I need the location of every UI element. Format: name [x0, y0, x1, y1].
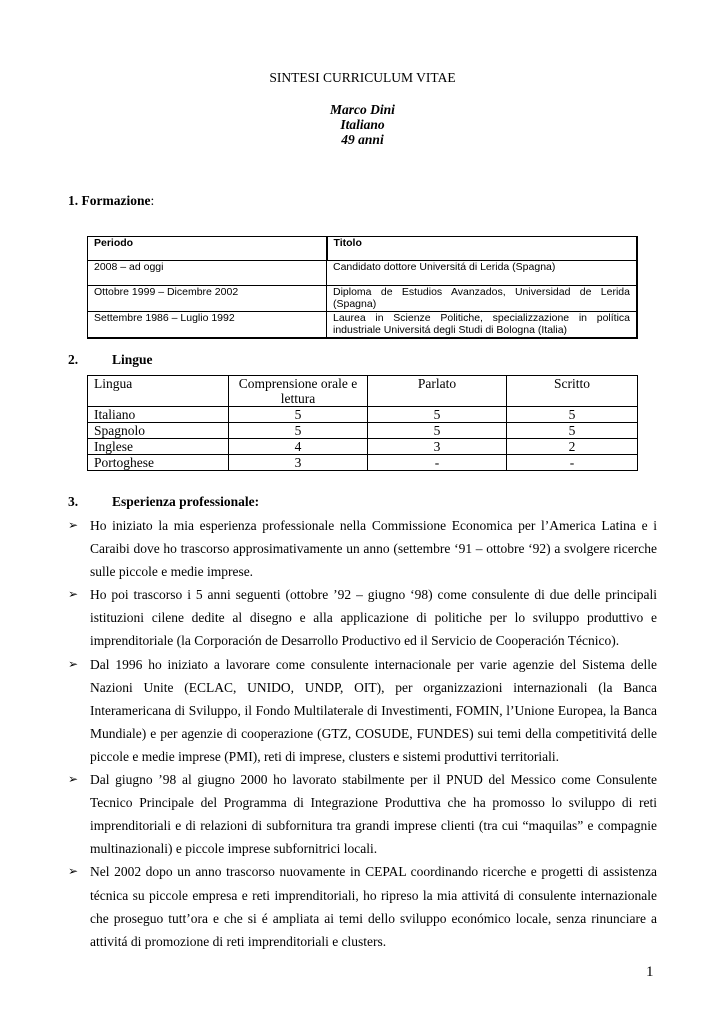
table-cell: 4 — [229, 439, 368, 455]
table-cell: Laurea in Scienze Politiche, specializzazione in política industriale Universitá degli Studi di Bologna (Italia) — [327, 312, 638, 339]
formazione-table — [87, 236, 638, 339]
table-row — [88, 455, 638, 471]
table-cell: 5 — [368, 407, 507, 423]
table-header-row — [88, 237, 638, 261]
section-number: 3. — [68, 494, 79, 509]
column-header-periodo: Periodo — [88, 237, 327, 261]
list-item — [68, 768, 657, 860]
table-row — [88, 423, 638, 439]
table-cell: Diploma de Estudios Avanzados, Universidad de Lerida (Spagna) — [327, 286, 638, 312]
table-cell: Inglese — [88, 439, 229, 455]
table-cell: 2008 – ad oggi — [88, 261, 327, 286]
list-item — [68, 514, 657, 583]
section-esperienza-heading: Esperienza professionale: — [112, 494, 260, 509]
person-name: Marco Dini — [330, 102, 395, 117]
arrowhead-bullet-icon: ➢ — [68, 518, 79, 532]
person-nationality: Italiano — [340, 117, 385, 132]
table-cell: 5 — [507, 423, 638, 439]
table-header-row — [88, 376, 638, 407]
table-cell: Settembre 1986 – Luglio 1992 — [88, 312, 327, 339]
page-number: 1 — [646, 964, 654, 980]
table-cell: 2 — [507, 439, 638, 455]
table-cell: - — [368, 455, 507, 471]
list-item — [68, 860, 657, 952]
table-cell: 3 — [229, 455, 368, 471]
table-cell: 5 — [368, 423, 507, 439]
column-header-scritto: Scritto — [507, 376, 638, 407]
list-item — [68, 653, 657, 768]
list-item-text: Dal giugno ’98 al giugno 2000 ho lavorato stabilmente per il PNUD del Messico come Consulente Tecnico Principale del Programma di Integrazione Produttiva che ha promosso lo sviluppo di reti imprenditoriali e di relazioni di subfornitura tra grandi imprese clienti (tra cui “maquilas” e compagnie multinazionali) e piccole imprese subfornitrici locali. — [90, 772, 657, 857]
column-header-lingua: Lingua — [88, 376, 229, 407]
table-row — [88, 312, 638, 339]
section-title: Formazione — [81, 193, 151, 208]
list-item — [68, 583, 657, 652]
section-number: 1. — [68, 193, 79, 208]
column-header-titolo: Titolo — [327, 237, 638, 261]
table-cell: Portoghese — [88, 455, 229, 471]
table-row — [88, 261, 638, 286]
table-row — [88, 407, 638, 423]
table-cell: 5 — [507, 407, 638, 423]
section-number: 2. — [68, 352, 79, 367]
table-cell: Italiano — [88, 407, 229, 423]
table-cell: 3 — [368, 439, 507, 455]
person-age: 49 anni — [341, 132, 384, 147]
arrowhead-bullet-icon: ➢ — [68, 656, 79, 671]
arrowhead-bullet-icon: ➢ — [68, 587, 79, 602]
section-lingue-heading: Lingue — [112, 352, 153, 367]
table-cell: Ottobre 1999 – Dicembre 2002 — [88, 286, 327, 312]
table-cell: - — [507, 455, 638, 471]
list-item-text: Ho iniziato la mia esperienza professionale nella Commissione Economica per l’America Latina e i Caraibi dove ho trascorso approsimativamente un anno (settembre ‘91 – ottobre ‘92) a svolgere ricerche sulle piccole e medie imprese. — [90, 518, 657, 580]
table-cell: Spagnolo — [88, 423, 229, 439]
arrowhead-bullet-icon: ➢ — [68, 772, 79, 787]
table-row — [88, 286, 638, 312]
table-cell: Candidato dottore Universitá di Lerida (Spagna) — [327, 261, 638, 286]
table-row — [88, 439, 638, 455]
document-title: SINTESI CURRICULUM VITAE — [269, 70, 456, 85]
experience-list — [68, 514, 657, 953]
column-header-comprensione: Comprensione orale e lettura — [229, 376, 368, 407]
table-cell: 5 — [229, 423, 368, 439]
arrowhead-bullet-icon: ➢ — [68, 864, 79, 879]
lingue-table — [87, 375, 638, 471]
table-cell: 5 — [229, 407, 368, 423]
column-header-parlato: Parlato — [368, 376, 507, 407]
list-item-text: Nel 2002 dopo un anno trascorso nuovamente in CEPAL coordinando ricerche e progetti di assistenza técnica su piccole empresa e reti imprenditoriali, ho ripreso la mia attivitá di consulente internazionale che proseguo tutt’ora e che si é ampliata ai temi dello sviluppo económico locale, senza rinunciare a attivitá di promozione di reti imprenditoriali e clusters. — [90, 864, 657, 949]
section-title-suffix: : — [150, 193, 155, 208]
list-item-text: Dal 1996 ho iniziato a lavorare come consulente internacionale per varie agenzie del Sistema delle Nazioni Unite (ECLAC, UNIDO, UNDP, OIT), per organizzazioni internazionali (la Banca Interamericana di Sviluppo, il Fondo Multilaterale di Investimenti, FOMIN, l’Unione Europea, la Banca Mundiale) e per agenzie di cooperazione (GTZ, COSUDE, FUNDES) sui temi della competitivitá delle piccole e medie imprese (PMI), reti di imprese, clusters e sistemi produttivi territoriali. — [90, 656, 657, 764]
section-formazione-heading — [68, 193, 154, 209]
list-item-text: Ho poi trascorso i 5 anni seguenti (ottobre ’92 – giugno ‘98) come consulente di due delle principali istituzioni cilene dedite al disegno e alla applicazione di politiche per lo sviluppo produttivo e imprenditoriale (la Corporación de Desarrollo Productivo ed il Servicio de Cooperación Técnico). — [90, 587, 657, 649]
